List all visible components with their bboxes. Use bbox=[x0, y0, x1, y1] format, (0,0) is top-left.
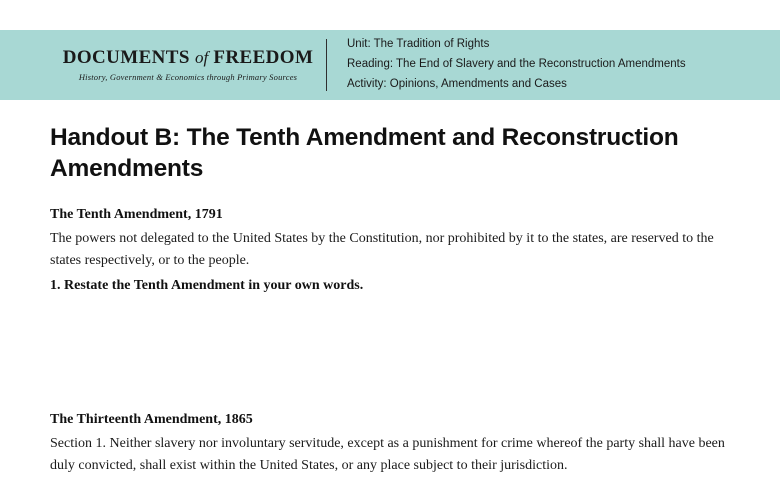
brand-title-end: FREEDOM bbox=[213, 47, 314, 69]
section-thirteenth-amendment bbox=[50, 412, 730, 477]
brand-subtitle: History, Government & Economics through Primary Sources bbox=[78, 71, 298, 82]
header-meta bbox=[347, 35, 686, 94]
document-header-band bbox=[0, 30, 780, 100]
header-reading: Reading: The End of Slavery and the Reconstruction Amendments bbox=[347, 58, 686, 71]
brand-title-main: DOCUMENTS bbox=[62, 47, 190, 69]
brand-title-of: of bbox=[194, 48, 209, 68]
section-question: 1. Restate the Tenth Amendment in your own words. bbox=[50, 277, 364, 293]
answer-space[interactable] bbox=[50, 294, 730, 412]
page-title: Handout B: The Tenth Amendment and Reconstruction Amendments bbox=[50, 124, 679, 183]
header-unit: Unit: The Tradition of Rights bbox=[347, 38, 490, 51]
header-activity: Activity: Opinions, Amendments and Cases bbox=[347, 77, 567, 90]
section-heading: The Thirteenth Amendment, 1865 bbox=[50, 411, 253, 427]
document-content bbox=[0, 100, 780, 477]
section-heading: The Tenth Amendment, 1791 bbox=[50, 206, 223, 222]
brand-logo bbox=[0, 48, 320, 82]
section-text: The powers not delegated to the United States by the Constitution, nor prohibited by it to the states, are reserved to the states respectively, or to the people. bbox=[50, 230, 714, 268]
header-divider bbox=[326, 39, 327, 91]
section-text: Section 1. Neither slavery nor involuntary servitude, except as a punishment for crime whereof the party shall have been duly convicted, shall exist within the United States, or any place subject to their jurisdiction. bbox=[50, 435, 725, 474]
section-tenth-amendment bbox=[50, 207, 730, 412]
brand-title bbox=[56, 48, 320, 69]
